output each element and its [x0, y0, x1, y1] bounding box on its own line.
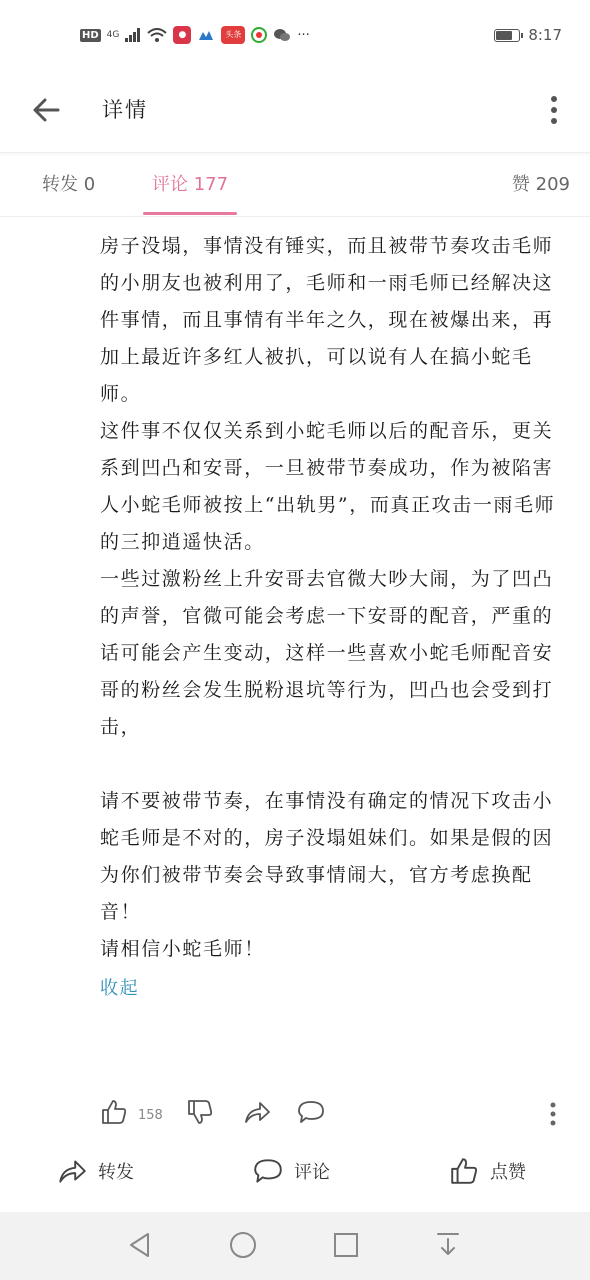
- tab-comment[interactable]: 评论 177: [152, 174, 229, 195]
- tab-forward[interactable]: 转发 0: [42, 174, 96, 195]
- nav-download-button[interactable]: [434, 1230, 462, 1264]
- battery-icon: [494, 29, 520, 42]
- title-bar: [0, 72, 590, 153]
- bottom-like-label: 点赞: [490, 1162, 526, 1183]
- thumbs-up-icon: [100, 1098, 128, 1126]
- nav-back-button[interactable]: [126, 1230, 154, 1264]
- comment-actions: [96, 1096, 566, 1132]
- nav-home-button[interactable]: [228, 1230, 258, 1264]
- comment-paragraph: 房子没塌，事情没有锤实，而且被带节奏攻击毛师的小朋友也被利用了，毛师和一雨毛师已经解决这件事情，而且事情有半年之久，现在被爆出来，再加上最近许多红人被扒，可以说有人在搞小蛇毛师。: [100, 235, 554, 405]
- bottom-like-button[interactable]: [448, 1156, 526, 1186]
- comment-paragraph: 请不要被带节奏，在事情没有确定的情况下攻击小蛇毛师是不对的，房子没塌姐妹们。如果是假的因为你们被带节奏会导致事情闹大，官方考虑换配音！: [100, 790, 554, 923]
- vertical-dots-icon: [544, 90, 564, 130]
- wechat-icon: [273, 27, 291, 43]
- bottom-comment-button[interactable]: [252, 1156, 330, 1186]
- tab-bar: [0, 152, 590, 217]
- status-right: [494, 26, 562, 44]
- clock: 8:17: [528, 26, 562, 44]
- comment-paragraph: 一些过激粉丝上升安哥去官微大吵大闹，为了凹凸的声誉，官微可能会考虑一下安哥的配音，严重的话可能会产生变动，这样一些喜欢小蛇毛师配音安哥的粉丝会发生脱粉退坑等行为，凹凸也会受到打击，: [100, 568, 554, 738]
- share-arrow-icon: [56, 1156, 88, 1186]
- square-recents-icon: [332, 1230, 360, 1260]
- speech-bubble-icon: [296, 1098, 326, 1126]
- browser-app-icon: [251, 27, 267, 43]
- circle-home-icon: [228, 1230, 258, 1260]
- nav-recents-button[interactable]: [332, 1230, 360, 1264]
- comment-reply-button[interactable]: [296, 1098, 326, 1130]
- more-options-button[interactable]: [544, 90, 564, 130]
- toutiao-app-icon: 头条: [221, 26, 245, 44]
- triangle-back-icon: [126, 1230, 154, 1260]
- comment-dislike-button[interactable]: [186, 1098, 214, 1130]
- comment-like-count: 158: [138, 1108, 163, 1123]
- active-tab-indicator: [143, 212, 237, 215]
- comment-body: [100, 228, 570, 1007]
- hd-indicator: HD: [82, 29, 99, 41]
- signal-icon: [125, 28, 141, 42]
- comment-share-button[interactable]: [242, 1098, 272, 1130]
- bottom-forward-button[interactable]: [56, 1156, 134, 1186]
- mic-app-icon: ●: [173, 26, 191, 44]
- back-button[interactable]: [28, 90, 68, 130]
- system-nav-bar: [0, 1212, 590, 1280]
- tab-like[interactable]: 赞 209: [511, 174, 570, 195]
- comment-like-button[interactable]: [100, 1098, 163, 1130]
- comment-paragraph: 这件事不仅仅关系到小蛇毛师以后的配音乐，更关系到凹凸和安哥，一旦被带节奏成功，作为被陷害人小蛇毛师被按上“出轨男”，而真正攻击一雨毛师的三抑逍遥快活。: [100, 420, 556, 553]
- thumbs-down-icon: [186, 1098, 214, 1126]
- battery-level: [496, 31, 512, 40]
- comment-more-button[interactable]: [548, 1100, 558, 1132]
- back-arrow-icon: [28, 90, 68, 130]
- cloud-app-icon: [197, 28, 215, 42]
- page-title: 详情: [102, 98, 148, 122]
- share-arrow-icon: [242, 1098, 272, 1126]
- download-arrow-icon: [434, 1230, 462, 1260]
- bottom-action-bar: [0, 1142, 590, 1208]
- vertical-dots-icon: [548, 1100, 558, 1128]
- bottom-comment-label: 评论: [294, 1162, 330, 1183]
- speech-bubble-icon: [252, 1156, 284, 1186]
- collapse-link[interactable]: 收起: [100, 978, 140, 999]
- status-bar: [0, 0, 590, 72]
- more-notifications: ···: [297, 27, 310, 43]
- network-type: 4G: [106, 30, 120, 40]
- thumbs-up-icon: [448, 1156, 480, 1186]
- wifi-icon: [147, 28, 167, 42]
- bottom-forward-label: 转发: [98, 1162, 134, 1183]
- status-left-icons: [80, 26, 310, 44]
- comment-paragraph: 请相信小蛇毛师！: [100, 938, 265, 960]
